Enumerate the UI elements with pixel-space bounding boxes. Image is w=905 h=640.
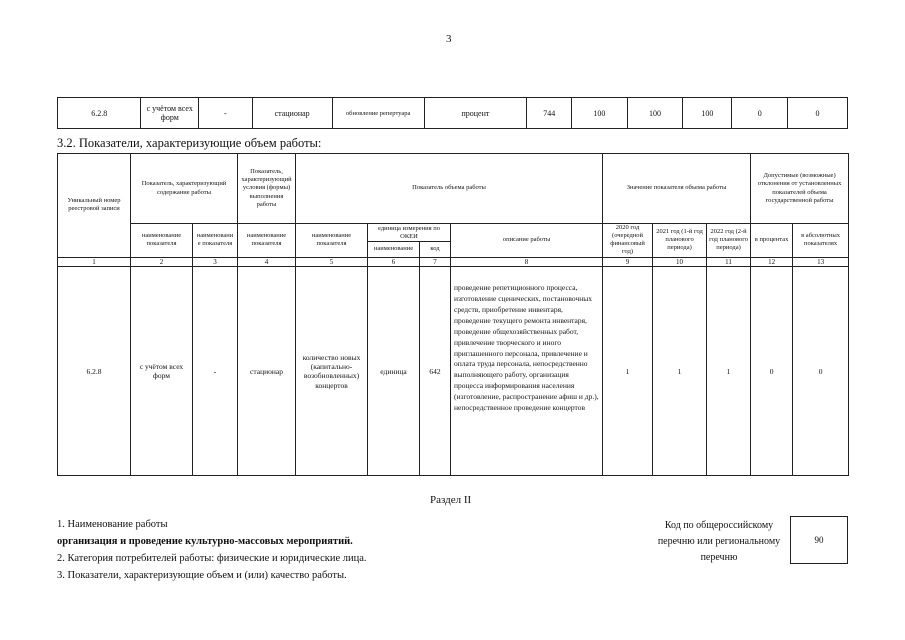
- table-cell: процент: [424, 98, 527, 129]
- header-deviation: Допустимые (возможные) отклонения от установленных показателей объема государственной работы: [751, 154, 849, 224]
- cell-unit: единица: [368, 267, 420, 476]
- header-indicator-name: наименовани е показателя: [193, 224, 238, 258]
- column-number: 11: [707, 257, 751, 267]
- cell-content: с учётом всех форм: [131, 267, 193, 476]
- header-row: [58, 154, 849, 224]
- column-number: 5: [296, 257, 368, 267]
- table-cell: 100: [683, 98, 732, 129]
- cell-description: проведение репетиционного процесса, изготовление сценических, постановочных средств, приобретение инвентаря, проведение текущего ремонта инвентаря, проведение общехозяйственных работ, привлечение творческого и иного приглашенного персонала, привлечение и оплата труда персонала, непосредственно выполняющего работу, организация процесса информирования населения (изготовление, распространение афиш и др.), непосредственное проведение концертов: [451, 267, 603, 476]
- table-cell: 0: [788, 98, 848, 129]
- column-number: 6: [368, 257, 420, 267]
- header-okei-name: наименование: [368, 242, 420, 257]
- header-okei-code: код: [420, 242, 451, 257]
- table-cell: 100: [627, 98, 683, 129]
- column-number: 12: [751, 257, 793, 267]
- quality-indicators-row-table: [57, 97, 848, 129]
- table-cell: -: [199, 98, 252, 129]
- section-title: Раздел II: [430, 494, 472, 506]
- table-row: [58, 267, 849, 476]
- header-indicator-name: наименование показателя: [131, 224, 193, 258]
- table-row: [58, 98, 848, 129]
- header-percent: в процентах: [751, 224, 793, 258]
- header-indicator-name: наименование показателя: [238, 224, 296, 258]
- table-cell: 6.2.8: [58, 98, 141, 129]
- header-conditions: Показатель, характеризующий условия (формы) выполнения работы: [238, 154, 296, 224]
- table-cell: с учётом всех форм: [141, 98, 199, 129]
- column-number: 4: [238, 257, 296, 267]
- cell-indicator: количество новых (капитально-возобновленных) концертов: [296, 267, 368, 476]
- column-number: 3: [193, 257, 238, 267]
- cell-value-2021: 1: [653, 267, 707, 476]
- column-number: 9: [603, 257, 653, 267]
- subsection-heading: 3.2. Показатели, характеризующие объем работы:: [57, 136, 322, 150]
- column-number: 13: [793, 257, 849, 267]
- cell-id: 6.2.8: [58, 267, 131, 476]
- header-year-2021: 2021 год (1-й год планового периода): [653, 224, 707, 258]
- table-cell: 100: [572, 98, 628, 129]
- header-row: [58, 224, 849, 242]
- header-content: Показатель, характеризующий содержание работы: [131, 154, 238, 224]
- header-value: Значение показателя объема работы: [603, 154, 751, 224]
- cell-value-2022: 1: [707, 267, 751, 476]
- header-okei: единица измерения по ОКЕИ: [368, 224, 451, 242]
- table-cell: 744: [527, 98, 572, 129]
- column-number: 2: [131, 257, 193, 267]
- work-name-value: организация и проведение культурно-массовых мероприятий.: [57, 536, 353, 547]
- table-cell: обновление репертуара: [332, 98, 424, 129]
- cell-condition: стационар: [238, 267, 296, 476]
- cell-code: 642: [420, 267, 451, 476]
- header-year-2020: 2020 год (очередной финансовый год): [603, 224, 653, 258]
- code-value: 90: [814, 535, 824, 545]
- section-details: [57, 516, 367, 584]
- header-indicator-name: наименование показателя: [296, 224, 368, 258]
- code-box: [790, 516, 848, 564]
- column-number: 7: [420, 257, 451, 267]
- column-number: 10: [653, 257, 707, 267]
- volume-indicators-table: [57, 153, 849, 476]
- cell-deviation-percent: 0: [751, 267, 793, 476]
- column-number: 1: [58, 257, 131, 267]
- column-number: 8: [451, 257, 603, 267]
- consumer-category: 2. Категория потребителей работы: физические и юридические лица.: [57, 553, 367, 564]
- table-cell: стационар: [252, 98, 332, 129]
- header-year-2022: 2022 год (2-й год планового периода): [707, 224, 751, 258]
- header-absolute: в абсолютных показателях: [793, 224, 849, 258]
- cell-value-2020: 1: [603, 267, 653, 476]
- page-number: 3: [446, 33, 452, 45]
- work-name-label: 1. Наименование работы: [57, 519, 168, 530]
- header-unique-number: Уникальный номер реестровой записи: [58, 154, 131, 258]
- header-description: описание работы: [451, 224, 603, 258]
- header-volume: Показатель объема работы: [296, 154, 603, 224]
- table-cell: 0: [732, 98, 788, 129]
- cell-deviation-absolute: 0: [793, 267, 849, 476]
- column-number-row: [58, 257, 849, 267]
- cell-content-2: -: [193, 267, 238, 476]
- indicators-heading: 3. Показатели, характеризующие объем и (или) качество работы.: [57, 570, 347, 581]
- code-label: Код по общероссийскому перечню или региональному перечню: [657, 520, 781, 563]
